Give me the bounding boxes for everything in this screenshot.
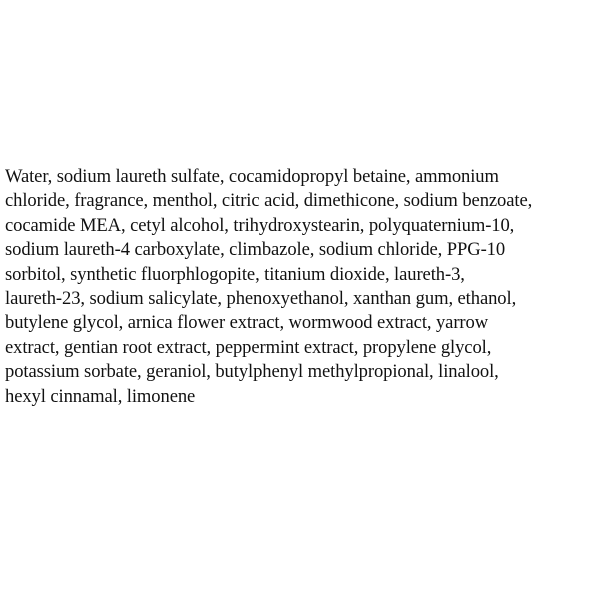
ingredient-line: laureth-23, sodium salicylate, phenoxyethanol, xanthan gum, ethanol, (5, 288, 517, 310)
ingredient-line: potassium sorbate, geraniol, butylphenyl methylpropional, linalool, (5, 361, 499, 383)
ingredient-line: cocamide MEA, cetyl alcohol, trihydroxystearin, polyquaternium-10, (5, 214, 515, 236)
ingredient-line: sodium laureth-4 carboxylate, climbazole, sodium chloride, PPG-10 (5, 239, 506, 261)
ingredient-line: extract, gentian root extract, peppermint extract, propylene glycol, (5, 336, 492, 358)
ingredient-line: chloride, fragrance, menthol, citric acid, dimethicone, sodium benzoate, (5, 190, 533, 212)
ingredient-list (5, 165, 597, 409)
ingredient-line: Water, sodium laureth sulfate, cocamidopropyl betaine, ammonium (5, 166, 499, 187)
ingredient-line: butylene glycol, arnica flower extract, wormwood extract, yarrow (5, 312, 489, 334)
ingredient-line: sorbitol, synthetic fluorphlogopite, titanium dioxide, laureth-3, (5, 263, 465, 285)
ingredient-line: hexyl cinnamal, limonene (5, 385, 196, 407)
